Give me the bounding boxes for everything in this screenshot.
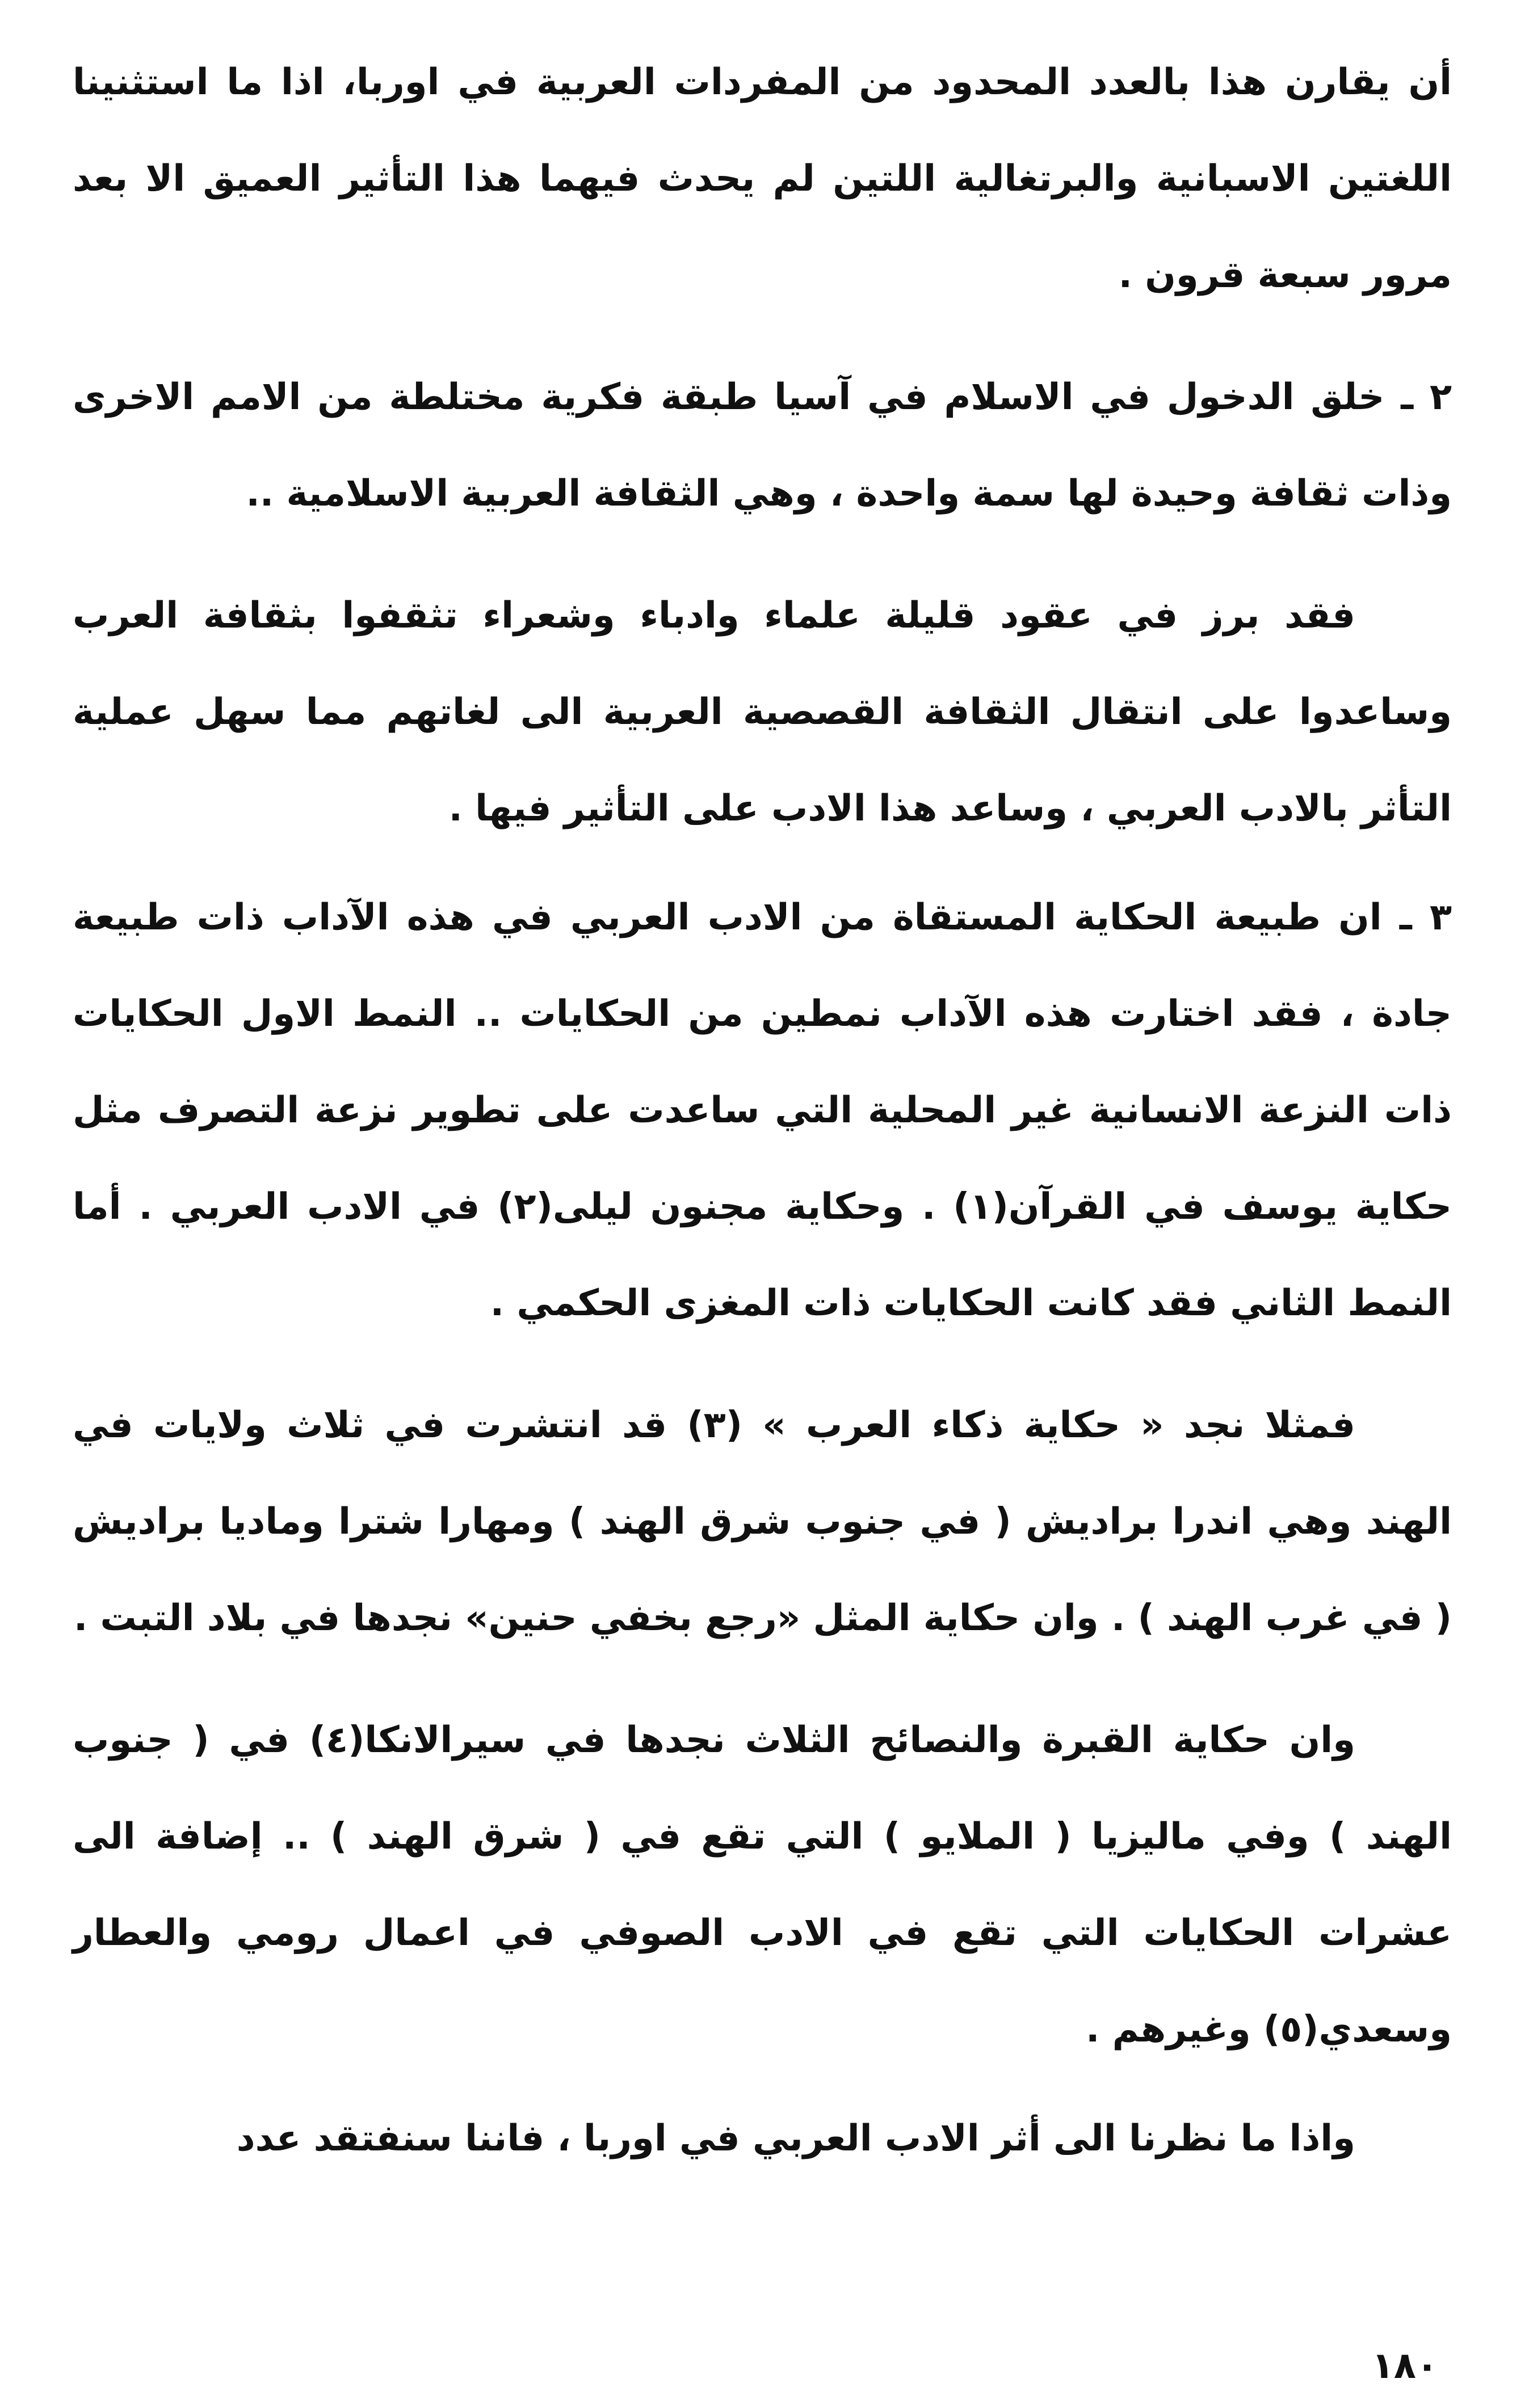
paragraph-4: ٣ ـ ان طبيعة الحكاية المستقاة من الادب العربي في هذه الآداب ذات طبيعة جادة ، فقد اختارت هذه الآداب نمطين من الحكايات .. النمط الاول الحكايات ذات النزعة الانسانية غير المحلية التي ساعدت على تطوير نزعة التصرف مثل حكاية يوسف في القرآن(١) . وحكاية مجنون ليلى(٢) في الادب العربي . أما النمط الثاني فقد كانت الحكايات ذات المغزى الحكمي . (73, 896, 1452, 1324)
paragraph-2: ٢ ـ خلق الدخول في الاسلام في آسيا طبقة فكرية مختلطة من الامم الاخرى وذات ثقافة وحيدة لها سمة واحدة ، وهي الثقافة العربية الاسلامية .. (73, 376, 1452, 515)
paragraph-3: فقد برز في عقود قليلة علماء وادباء وشعراء تثقفوا بثقافة العرب وساعدوا على انتقال الثقافة القصصية العربية الى لغاتهم مما سهل عملية التأثر بالادب العربي ، وساعد هذا الادب على التأثير فيها . (73, 595, 1452, 830)
body-text (73, 34, 1452, 2187)
paragraph-1: أن يقارن هذا بالعدد المحدود من المفردات العربية في اوربا، اذا ما استثنينا اللغتين الاسبانية والبرتغالية اللتين لم يحدث فيهما هذا التأثير العميق الا بعد مرور سبعة قرون . (73, 61, 1452, 296)
paragraph-5: فمثلا نجد « حكاية ذكاء العرب » (٣) قد انتشرت في ثلاث ولايات في الهند وهي اندرا براديش ( في جنوب شرق الهند ) ومهارا شترا وماديا براديش ( في غرب الهند ) . وان حكاية المثل «رجع بخفي حنين» نجدها في بلاد التبت . (73, 1404, 1452, 1639)
paragraph-7: واذا ما نظرنا الى أثر الادب العربي في اوربا ، فاننا سنفتقد عدد (236, 2117, 1355, 2159)
paragraph-6: وان حكاية القبرة والنصائح الثلاث نجدها في سيرالانكا(٤) في ( جنوب الهند ) وفي ماليزيا ( الملايو ) التي تقع في ( شرق الهند ) .. إضافة الى عشرات الحكايات التي تقع في الادب الصوفي في اعمال رومي والعطار وسعدي(٥) وغيرهم . (73, 1719, 1452, 2051)
page-number: ١٨٠ (1371, 2345, 1438, 2387)
